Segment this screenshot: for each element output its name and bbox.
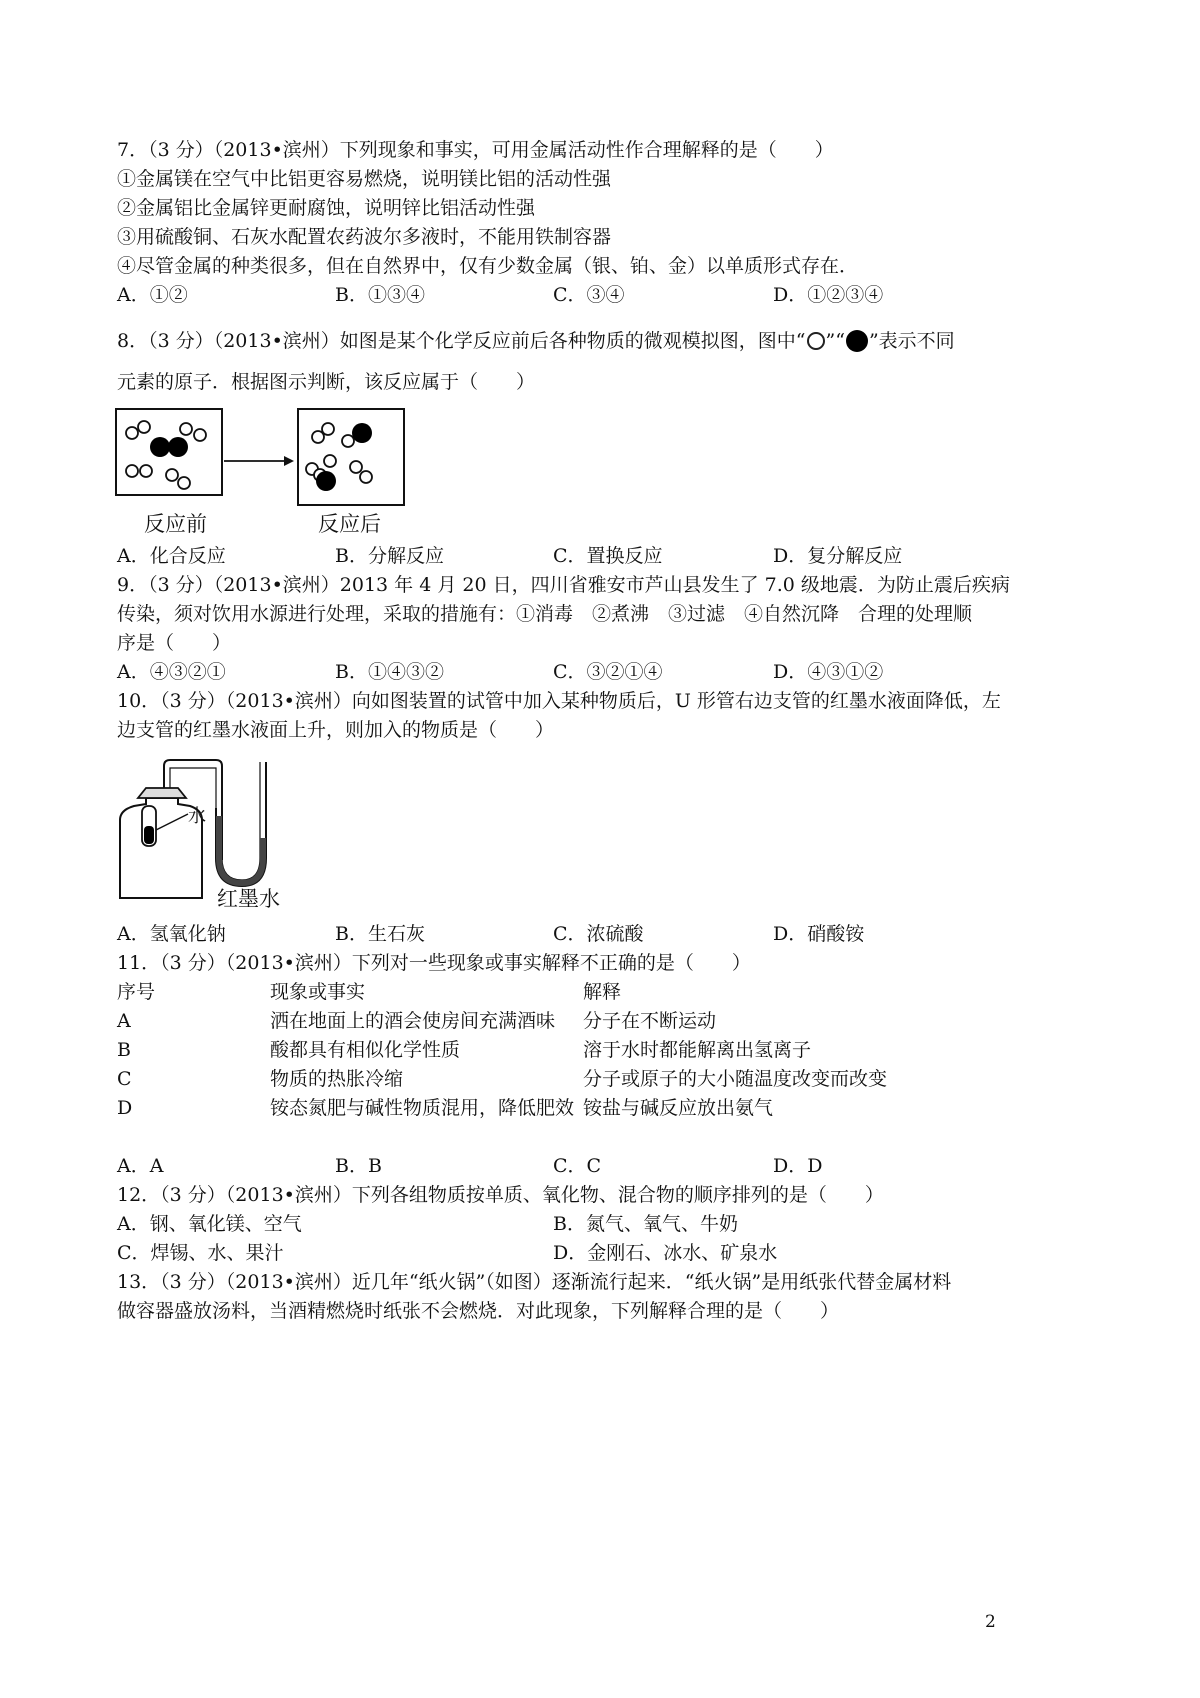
atom-white — [166, 469, 178, 481]
q8-option-d: D．复分解反应 — [773, 545, 903, 567]
water-label: 水 — [188, 806, 206, 827]
white-atom-icon — [807, 332, 825, 350]
q11-option-c: C．C — [553, 1155, 602, 1177]
after-reaction-label: 反应后 — [318, 512, 381, 536]
before-reaction-box — [116, 409, 222, 495]
q9-option-a: A．④③②① — [117, 661, 226, 683]
atom-white — [194, 429, 206, 441]
q11-row-b-phenomenon: 酸都具有相似化学性质 — [270, 1039, 461, 1061]
q11-option-a: A．A — [117, 1155, 164, 1177]
black-atom-icon — [846, 330, 868, 352]
q12-stem: 12．（3 分）（2013•滨州）下列各组物质按单质、氧化物、混合物的顺序排列的是（ ） — [117, 1184, 884, 1206]
water-pointer — [156, 814, 188, 830]
q9-option-b: B．①④③② — [335, 661, 444, 683]
atom-white — [180, 423, 192, 435]
q11-stem: 11．（3 分）（2013•滨州）下列对一些现象或事实解释不正确的是（ ） — [117, 952, 751, 974]
q7-item-1: ①金属镁在空气中比铝更容易燃烧，说明镁比铝的活动性强 — [117, 168, 612, 190]
q11-row-b-label: B — [117, 1039, 131, 1061]
q8-stem-line2: 元素的原子．根据图示判断，该反应属于（ ） — [117, 371, 536, 393]
q9-line-3: 序是（ ） — [117, 632, 232, 654]
q7-option-c: C．③④ — [553, 284, 625, 306]
q8-stem-part-a: 8．（3 分）（2013•滨州）如图是某个化学反应前后各种物质的微观模拟图，图中“ — [117, 330, 806, 352]
atom-white — [324, 455, 336, 467]
q8-stem — [117, 329, 955, 353]
q12-option-c: C．焊锡、水、果汁 — [117, 1242, 284, 1264]
q9-option-d: D．④③①② — [773, 661, 884, 683]
q7-option-d: D．①②③④ — [773, 284, 884, 306]
red-ink-label: 红墨水 — [217, 887, 280, 911]
atom-black — [352, 423, 372, 443]
atom-white — [138, 421, 150, 433]
q8-stem-part-c: ”表示不同 — [868, 330, 955, 352]
atom-black — [316, 471, 336, 491]
q7-item-3: ③用硫酸铜、石灰水配置农药波尔多液时，不能用铁制容器 — [117, 226, 612, 248]
q9-line-1: 9．（3 分）（2013•滨州）2013 年 4 月 20 日，四川省雅安市芦山县发生了 7.0 级地震．为防止震后疾病 — [117, 574, 1010, 596]
q10-apparatus-diagram — [112, 758, 292, 903]
before-reaction-label: 反应前 — [144, 512, 207, 536]
q11-header-number: 序号 — [117, 981, 156, 1003]
q10-option-c: C．浓硫酸 — [553, 923, 644, 945]
q11-row-c-label: C — [117, 1068, 132, 1090]
q13-line-1: 13．（3 分）（2013•滨州）近几年“纸火锅”（如图）逐渐流行起来．“纸火锅”是用纸张代替金属材料 — [117, 1271, 952, 1293]
atom-white — [140, 465, 152, 477]
q10-option-a: A．氢氧化钠 — [117, 923, 226, 945]
atom-white — [350, 461, 362, 473]
q10-line-1: 10．（3 分）（2013•滨州）向如图装置的试管中加入某种物质后，U 形管右边支管的红墨水液面降低，左 — [117, 690, 1001, 712]
q11-row-d-phenomenon: 铵态氮肥与碱性物质混用，降低肥效 — [270, 1097, 575, 1119]
q8-stem-part-b: ”“ — [825, 330, 845, 352]
q9-line-2: 传染，须对饮用水源进行处理，采取的措施有：①消毒 ②煮沸 ③过滤 ④自然沉降 合理的处理顺 — [117, 603, 973, 625]
atom-white — [322, 423, 334, 435]
atom-white — [126, 465, 138, 477]
q9-option-c: C．③②①④ — [553, 661, 663, 683]
q8-option-b: B．分解反应 — [335, 545, 444, 567]
atom-black — [150, 437, 170, 457]
atom-white — [178, 477, 190, 489]
q10-option-b: B．生石灰 — [335, 923, 425, 945]
page-number: 2 — [985, 1612, 996, 1632]
q8-reaction-diagram — [110, 405, 410, 505]
q11-row-c-explanation: 分子或原子的大小随温度改变而改变 — [583, 1068, 888, 1090]
arrow-head-icon — [284, 456, 294, 466]
q12-option-d: D．金刚石、冰水、矿泉水 — [553, 1242, 778, 1264]
q8-option-c: C．置换反应 — [553, 545, 663, 567]
q11-row-a-label: A — [117, 1010, 131, 1032]
q10-line-2: 边支管的红墨水液面上升，则加入的物质是（ ） — [117, 719, 555, 741]
q7-item-2: ②金属铝比金属锌更耐腐蚀，说明锌比铝活动性强 — [117, 197, 536, 219]
q7-item-4: ④尽管金属的种类很多，但在自然界中，仅有少数金属（银、铂、金）以单质形式存在． — [117, 255, 859, 277]
q11-row-b-explanation: 溶于水时都能解离出氢离子 — [583, 1039, 812, 1061]
q13-line-2: 做容器盛放汤料，当酒精燃烧时纸张不会燃烧．对此现象，下列解释合理的是（ ） — [117, 1300, 840, 1322]
atom-white — [360, 471, 372, 483]
q11-row-d-explanation: 铵盐与碱反应放出氨气 — [583, 1097, 774, 1119]
test-tube-liquid — [144, 826, 154, 844]
q7-option-a: A．①② — [117, 284, 188, 306]
q12-option-a: A．钢、氧化镁、空气 — [117, 1213, 302, 1235]
atom-white — [312, 431, 324, 443]
q11-row-a-phenomenon: 洒在地面上的酒会使房间充满酒味 — [270, 1010, 556, 1032]
q11-row-d-label: D — [117, 1097, 133, 1119]
atom-white — [126, 427, 138, 439]
q7-stem: 7．（3 分）（2013•滨州）下列现象和事实，可用金属活动性作合理解释的是（ ） — [117, 139, 834, 161]
u-tube-inner — [222, 762, 260, 880]
atom-white — [342, 435, 354, 447]
q7-option-b: B．①③④ — [335, 284, 425, 306]
q11-header-phenomenon: 现象或事实 — [270, 981, 366, 1003]
after-reaction-box — [298, 409, 404, 505]
q11-row-a-explanation: 分子在不断运动 — [583, 1010, 717, 1032]
q11-row-c-phenomenon: 物质的热胀冷缩 — [270, 1068, 404, 1090]
q12-option-b: B．氮气、氧气、牛奶 — [553, 1213, 738, 1235]
q11-option-d: D．D — [773, 1155, 823, 1177]
u-tube-liquid — [216, 816, 266, 886]
q11-option-b: B．B — [335, 1155, 382, 1177]
atom-black — [168, 437, 188, 457]
stopper — [138, 788, 186, 798]
q11-header-explanation: 解释 — [583, 981, 622, 1003]
q10-option-d: D．硝酸铵 — [773, 923, 865, 945]
q8-option-a: A．化合反应 — [117, 545, 226, 567]
